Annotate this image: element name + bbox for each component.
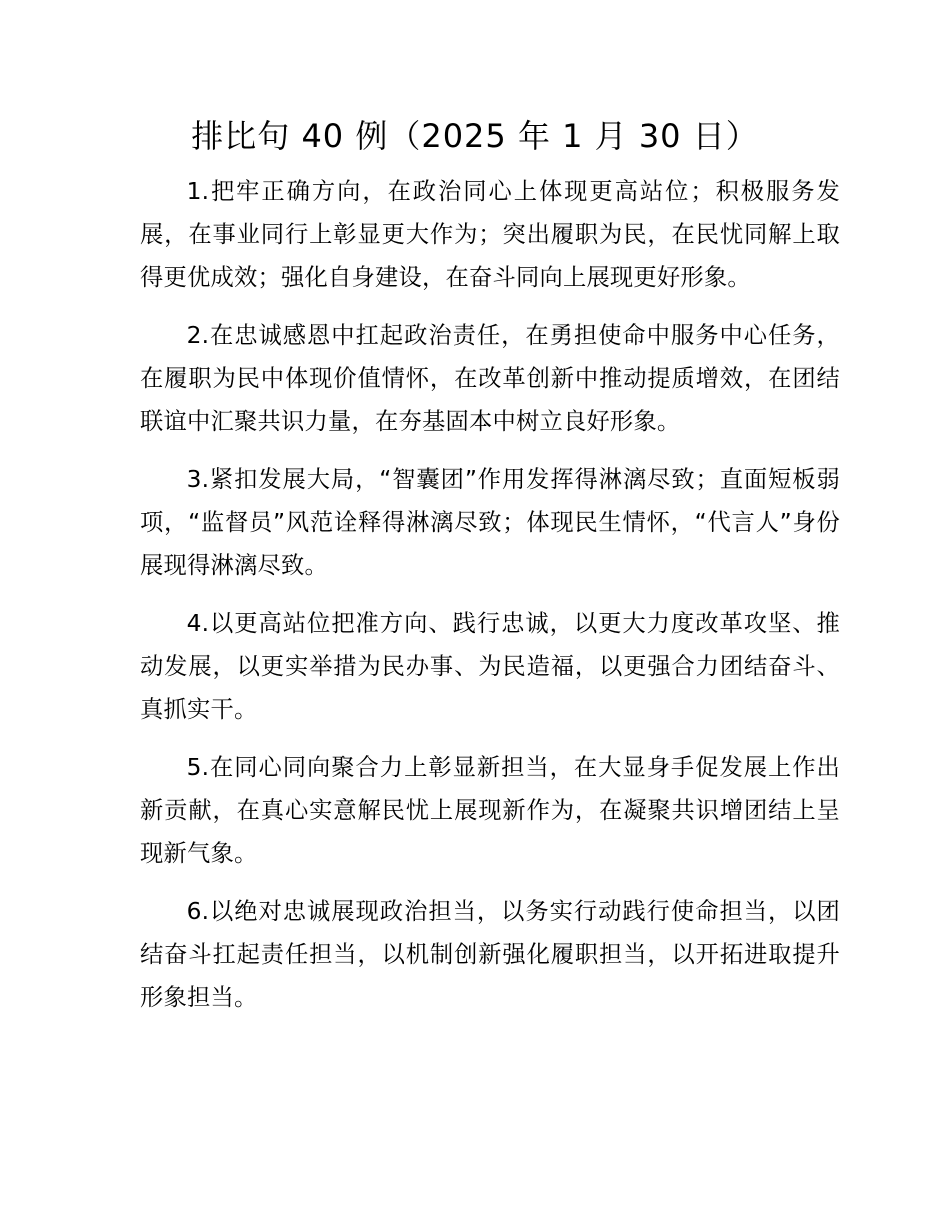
paragraph-5: 5.在同心同向聚合力上彰显新担当，在大显身手促发展上作出新贡献，在真心实意解民忧上展现新作为，在凝聚共识增团结上呈现新气象。 [140,754,840,867]
paragraph-3: 3.紧扣发展大局，“智囊团”作用发挥得淋漓尽致；直面短板弱项，“监督员”风范诠释得淋漓尽致；体现民生情怀，“代言人”身份展现得淋漓尽致。 [140,466,840,579]
paragraph-6: 6.以绝对忠诚展现政治担当，以务实行动践行使命担当，以团结奋斗扛起责任担当，以机制创新强化履职担当，以开拓进取提升形象担当。 [140,898,840,1011]
paragraph-2: 2.在忠诚感恩中扛起政治责任，在勇担使命中服务中心任务，在履职为民中体现价值情怀，在改革创新中推动提质增效，在团结联谊中汇聚共识力量，在夯基固本中树立良好形象。 [140,322,840,435]
document-body [140,170,840,1034]
paragraph-1: 1.把牢正确方向，在政治同心上体现更高站位；积极服务发展，在事业同行上彰显更大作为；突出履职为民，在民忧同解上取得更优成效；强化自身建设，在奋斗同向上展现更好形象。 [140,178,840,291]
document-title: 排比句 40 例（2025 年 1 月 30 日） [191,117,759,155]
paragraph-4: 4.以更高站位把准方向、践行忠诚，以更大力度改革攻坚、推动发展，以更实举措为民办事、为民造福，以更强合力团结奋斗、真抓实干。 [140,610,840,723]
